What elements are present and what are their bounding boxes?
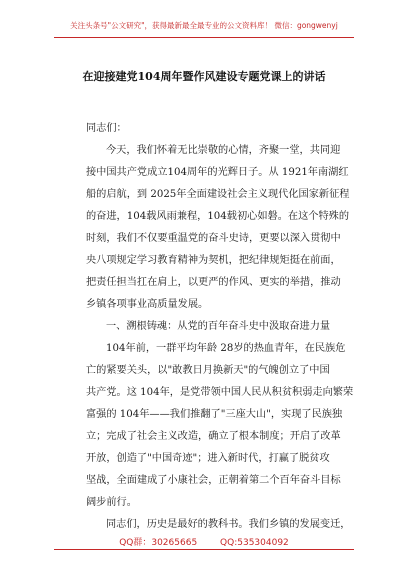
document-body: [86, 118, 364, 536]
text-line: 开放，创造了"中国奇迹"；进入新时代，打赢了脱贫攻: [86, 453, 330, 464]
text-line: 乡镇各项事业高质量发展。: [86, 299, 209, 310]
text-line: 阔步前行。: [86, 497, 137, 508]
text-line: 同志们：: [86, 123, 127, 134]
section-heading: 一、溯根铸魂：从党的百年奋斗史中汲取奋进力量: [106, 321, 331, 332]
text-line: 船的启航，到 2025年全面建设社会主义现代化国家新征程: [86, 189, 350, 200]
text-line: 接中国共产党成立104周年的光辉日子。从 1921年南湖红: [86, 167, 349, 178]
text-line: 坚战，全面建成了小康社会，正朝着第二个百年奋斗目标: [86, 475, 341, 486]
text-line: 今天，我们怀着无比崇敬的心情，齐聚一堂，共同迎: [106, 145, 341, 156]
text-line: 富强的 104年——我们推翻了"三座大山"，实现了民族独: [86, 409, 343, 420]
text-line: 同志们，历史是最好的教科书。我们乡镇的发展变迁，: [106, 519, 351, 530]
text-line: 的奋进，104载风雨兼程，104载初心如磐。在这个特殊的: [86, 211, 350, 222]
text-line: 104年前，一群平均年龄 28岁的热血青年，在民族危: [106, 343, 346, 354]
qq-label: QQ:535304092: [220, 538, 289, 548]
qq-group-label: QQ群：30265665: [119, 538, 198, 548]
page-header: 关注头条号"公文研究"，获得最新最全最专业的公文资料库！ 微信：gongwenyj: [70, 21, 338, 30]
text-line: 央八项规定学习教育精神为契机，把纪律规矩挺在前面，: [86, 255, 341, 266]
text-line: 亡的紧要关头，以"敢教日月换新天"的气魄创立了中国: [86, 365, 330, 376]
header-divider: [54, 37, 354, 38]
text-line: 立；完成了社会主义改造，确立了根本制度；开启了改革: [86, 431, 341, 442]
text-line: 时刻，我们不仅要重温党的奋斗史诗，更要以深入贯彻中: [86, 233, 341, 244]
text-line: 共产党。这 104年，是党带领中国人民从积贫积弱走向繁荣: [86, 387, 354, 398]
text-line: 把责任担当扛在肩上，以更严的作风、更实的举措，推动: [86, 277, 341, 288]
footer-divider: [54, 549, 354, 550]
document-title: 在迎接建党104周年暨作风建设专题党课上的讲话: [82, 70, 326, 83]
page-footer: [0, 535, 408, 548]
